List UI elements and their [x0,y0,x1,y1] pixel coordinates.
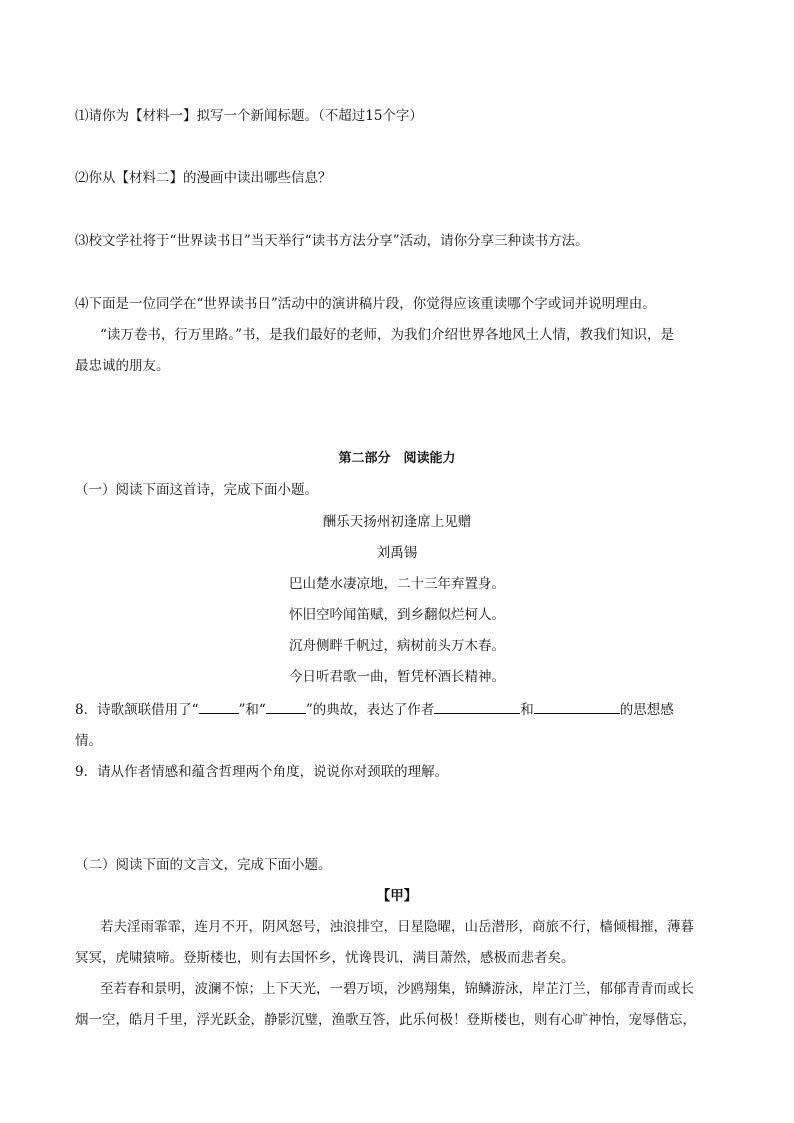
question-8 [75,698,674,718]
speech-excerpt-line-1: “读万卷书，行万里路。”书，是我们最好的老师，为我们介绍世界各地风土人情，教我们知识，是 [100,327,675,343]
question-8-text: 和 [520,702,534,718]
prose-line: 至若春和景明，波澜不惊；上下天光，一碧万顷，沙鸥翔集，锦鳞游泳，岸芷汀兰，郁郁青青而或长 [100,981,694,997]
prose-title: 【甲】 [376,888,418,904]
question-4: ⑷下面是一位同学在“世界读书日”活动中的演讲稿片段，你觉得应该重读哪个字或词并说明理由。 [75,296,656,312]
poem-line: 怀旧空吟闻笛赋，到乡翻似烂柯人。 [289,607,505,623]
question-8-text: 8．诗歌颔联借用了“ [75,702,199,718]
question-8-text: ”和“ [238,702,266,718]
poem-author: 刘禹锡 [376,545,418,561]
part-title: 第二部分 阅读能力 [338,451,456,466]
prose-line: 若夫淫雨霏霏，连月不开，阴风怒号，浊浪排空，日星隐曜，山岳潜形，商旅不行，樯倾楫摧，薄暮 [100,919,694,935]
question-8-text: 的思想感 [619,702,674,718]
question-1: ⑴请你为【材料一】拟写一个新闻标题。（不超过15个字） [75,108,423,124]
question-2: ⑵你从【材料二】的漫画中读出哪些信息？ [75,170,332,186]
prose-line: 冥冥，虎啸猿啼。登斯楼也，则有去国怀乡，忧谗畏讥，满目萧然，感极而悲者矣。 [75,950,575,966]
prose-intro: （二）阅读下面的文言文，完成下面小题。 [75,857,332,873]
answer-blank[interactable] [534,701,620,714]
prose-line: 烟一空，皓月千里，浮光跃金，静影沉璧，渔歌互答，此乐何极！登斯楼也，则有心旷神怡，宠辱偕忘， [75,1012,696,1028]
answer-blank[interactable] [199,701,239,714]
poem-intro: （一）阅读下面这首诗，完成下面小题。 [75,482,318,498]
question-3: ⑶校文学社将于“世界读书日”当天举行“读书方法分享”活动，请你分享三种读书方法。 [75,233,589,249]
answer-blank[interactable] [434,701,520,714]
question-8-continued: 情。 [75,733,102,749]
speech-excerpt-line-2: 最忠诚的朋友。 [75,358,170,374]
poem-line: 今日听君歌一曲，暂凭杯酒长精神。 [289,669,505,685]
question-8-text: ”的典故，表达了作者 [305,702,435,718]
poem-line: 沉舟侧畔千帆过，病树前头万木春。 [289,638,505,654]
question-9: 9．请从作者情感和蕴含哲理两个角度，说说你对颈联的理解。 [75,764,449,780]
poem-title: 酬乐天扬州初逢席上见赠 [322,514,472,530]
answer-blank[interactable] [266,701,306,714]
poem-line: 巴山楚水凄凉地，二十三年弃置身。 [289,576,505,592]
